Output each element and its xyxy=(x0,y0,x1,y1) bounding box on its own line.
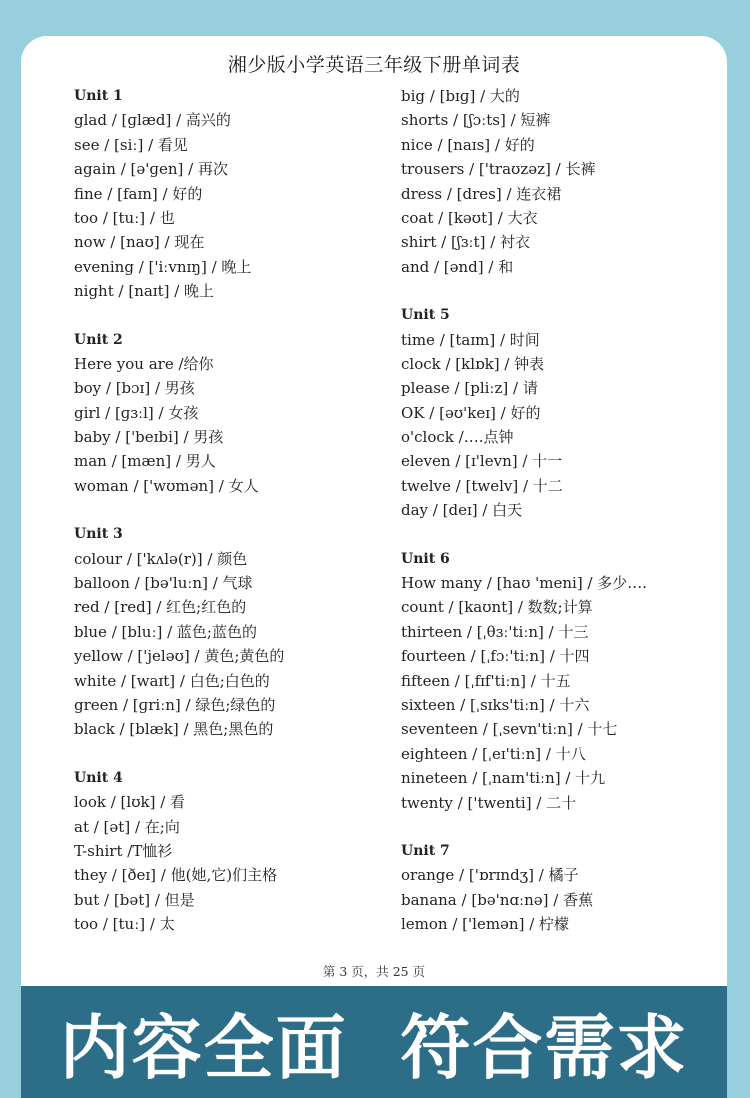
vocab-entry: and / [ənd] / 和 xyxy=(401,257,514,276)
vocab-entry: clock / [klɒk] / 钟表 xyxy=(401,354,545,373)
vocab-entry: but / [bət] / 但是 xyxy=(74,890,195,909)
unit-block xyxy=(401,303,721,523)
vocab-entry: look / [lʊk] / 看 xyxy=(74,793,186,812)
vocab-entry: baby / ['beɪbi] / 男孩 xyxy=(74,428,224,447)
document-title: 湘少版小学英语三年级下册单词表 xyxy=(227,54,521,76)
vocab-entry: orange / ['ɒrɪndʒ] / 橘子 xyxy=(401,866,579,885)
vocab-entry: night / [naɪt] / 晚上 xyxy=(74,282,215,301)
unit-block xyxy=(74,766,394,937)
vocab-entry: man / [mæn] / 男人 xyxy=(74,452,216,471)
vocab-entry: too / [tuː] / 也 xyxy=(74,208,175,227)
vocab-entry: fine / [faɪn] / 好的 xyxy=(74,184,203,203)
vocab-entry: o'clock /….点钟 xyxy=(401,428,514,447)
vocab-entry: seventeen / [ˌsevn'tiːn] / 十七 xyxy=(401,720,618,739)
vocab-entry: thirteen / [ˌθɜː'tiːn] / 十三 xyxy=(401,622,589,641)
vocab-entry: twelve / [twelv] / 十二 xyxy=(401,476,563,495)
vocab-entry: shirt / [ʃɜːt] / 衬衣 xyxy=(401,233,531,252)
vocab-entry: see / [siː] / 看见 xyxy=(74,135,188,154)
unit-heading: Unit 1 xyxy=(74,88,123,104)
document-page xyxy=(21,36,727,1098)
vocab-entry: fourteen / [ˌfɔː'tiːn] / 十四 xyxy=(401,647,590,666)
vocab-entry: eleven / [ɪ'levn] / 十一 xyxy=(401,452,563,471)
vocab-entry: dress / [dres] / 连衣裙 xyxy=(401,184,562,203)
unit-block xyxy=(401,84,721,279)
vocab-entry: too / [tuː] / 太 xyxy=(74,915,175,934)
vocab-entry: green / [ɡriːn] / 绿色;绿色的 xyxy=(74,695,276,714)
vocab-entry: boy / [bɔɪ] / 男孩 xyxy=(74,379,195,398)
vocab-entry: twenty / ['twenti] / 二十 xyxy=(401,793,577,812)
unit-block xyxy=(74,522,394,742)
unit-heading: Unit 2 xyxy=(74,331,123,348)
vocab-entry: red / [red] / 红色;红色的 xyxy=(74,598,247,617)
vocab-entry: woman / ['wʊmən] / 女人 xyxy=(74,476,259,495)
vocab-entry: please / [pliːz] / 请 xyxy=(401,379,538,398)
vocab-entry: day / [deɪ] / 白天 xyxy=(401,501,523,520)
vocab-entry: balloon / [bə'luːn] / 气球 xyxy=(74,574,253,593)
vocab-entry: yellow / ['jeləʊ] / 黄色;黄色的 xyxy=(74,647,285,666)
unit-heading: Unit 3 xyxy=(74,526,123,543)
unit-heading: Unit 4 xyxy=(74,769,123,786)
vocab-entry: eighteen / [ˌeɪ'tiːn] / 十八 xyxy=(401,744,586,763)
vocab-entry: at / [ət] / 在;向 xyxy=(74,817,180,836)
vocab-entry: OK / [əʊ'keɪ] / 好的 xyxy=(401,403,541,422)
unit-block xyxy=(401,547,721,815)
vocab-entry: again / [ə'ɡen] / 再次 xyxy=(74,160,228,179)
unit-heading: Unit 5 xyxy=(401,307,450,324)
vocab-entry: now / [naʊ] / 现在 xyxy=(74,233,205,252)
vocab-entry: How many / [haʊ 'meni] / 多少…. xyxy=(401,574,648,593)
vocab-entry: coat / [kəʊt] / 大衣 xyxy=(401,208,538,227)
vocab-entry: white / [waɪt] / 白色;白色的 xyxy=(74,671,270,690)
vocab-entry: evening / ['iːvnɪŋ] / 晚上 xyxy=(74,257,252,276)
vocab-entry: girl / [ɡɜːl] / 女孩 xyxy=(74,403,199,422)
vocab-entry: colour / ['kʌlə(r)] / 颜色 xyxy=(74,549,248,568)
left-column xyxy=(74,84,394,961)
right-column xyxy=(401,84,721,961)
vocab-entry: nineteen / [ˌnaɪn'tiːn] / 十九 xyxy=(401,769,606,788)
unit-block xyxy=(74,328,394,499)
vocab-entry: shorts / [ʃɔːts] / 短裤 xyxy=(401,111,551,130)
page-number: 第 3 页，共 25 页 xyxy=(322,964,426,979)
vocab-entry: count / [kaʊnt] / 数数;计算 xyxy=(401,598,593,617)
vocab-entry: T-shirt /T恤衫 xyxy=(74,841,173,860)
vocab-entry: lemon / ['lemən] / 柠檬 xyxy=(401,915,570,934)
vocab-entry: glad / [ɡlæd] / 高兴的 xyxy=(74,111,231,130)
vocab-entry: sixteen / [ˌsɪks'tiːn] / 十六 xyxy=(401,695,590,714)
vocab-entry: Here you are /给你 xyxy=(74,354,214,373)
vocab-entry: blue / [bluː] / 蓝色;蓝色的 xyxy=(74,622,257,641)
vocab-entry: nice / [naɪs] / 好的 xyxy=(401,135,535,154)
vocab-entry: black / [blæk] / 黑色;黑色的 xyxy=(74,720,274,739)
vocab-entry: banana / [bə'nɑːnə] / 香蕉 xyxy=(401,890,594,909)
unit-block xyxy=(401,839,721,937)
promo-banner xyxy=(21,986,727,1098)
vocab-entry: time / [taɪm] / 时间 xyxy=(401,330,540,349)
banner-slogan: 内容全面 符合需求 xyxy=(59,1006,689,1089)
unit-heading: Unit 6 xyxy=(401,550,450,567)
vocab-entry: fifteen / [ˌfɪf'tiːn] / 十五 xyxy=(401,671,571,690)
vocab-entry: they / [ðeɪ] / 他(她,它)们主格 xyxy=(74,866,278,885)
vocab-entry: trousers / ['traʊzəz] / 长裤 xyxy=(401,160,596,179)
unit-heading: Unit 7 xyxy=(401,842,450,859)
vocab-entry: big / [bɪɡ] / 大的 xyxy=(401,87,520,105)
unit-block xyxy=(74,84,394,304)
